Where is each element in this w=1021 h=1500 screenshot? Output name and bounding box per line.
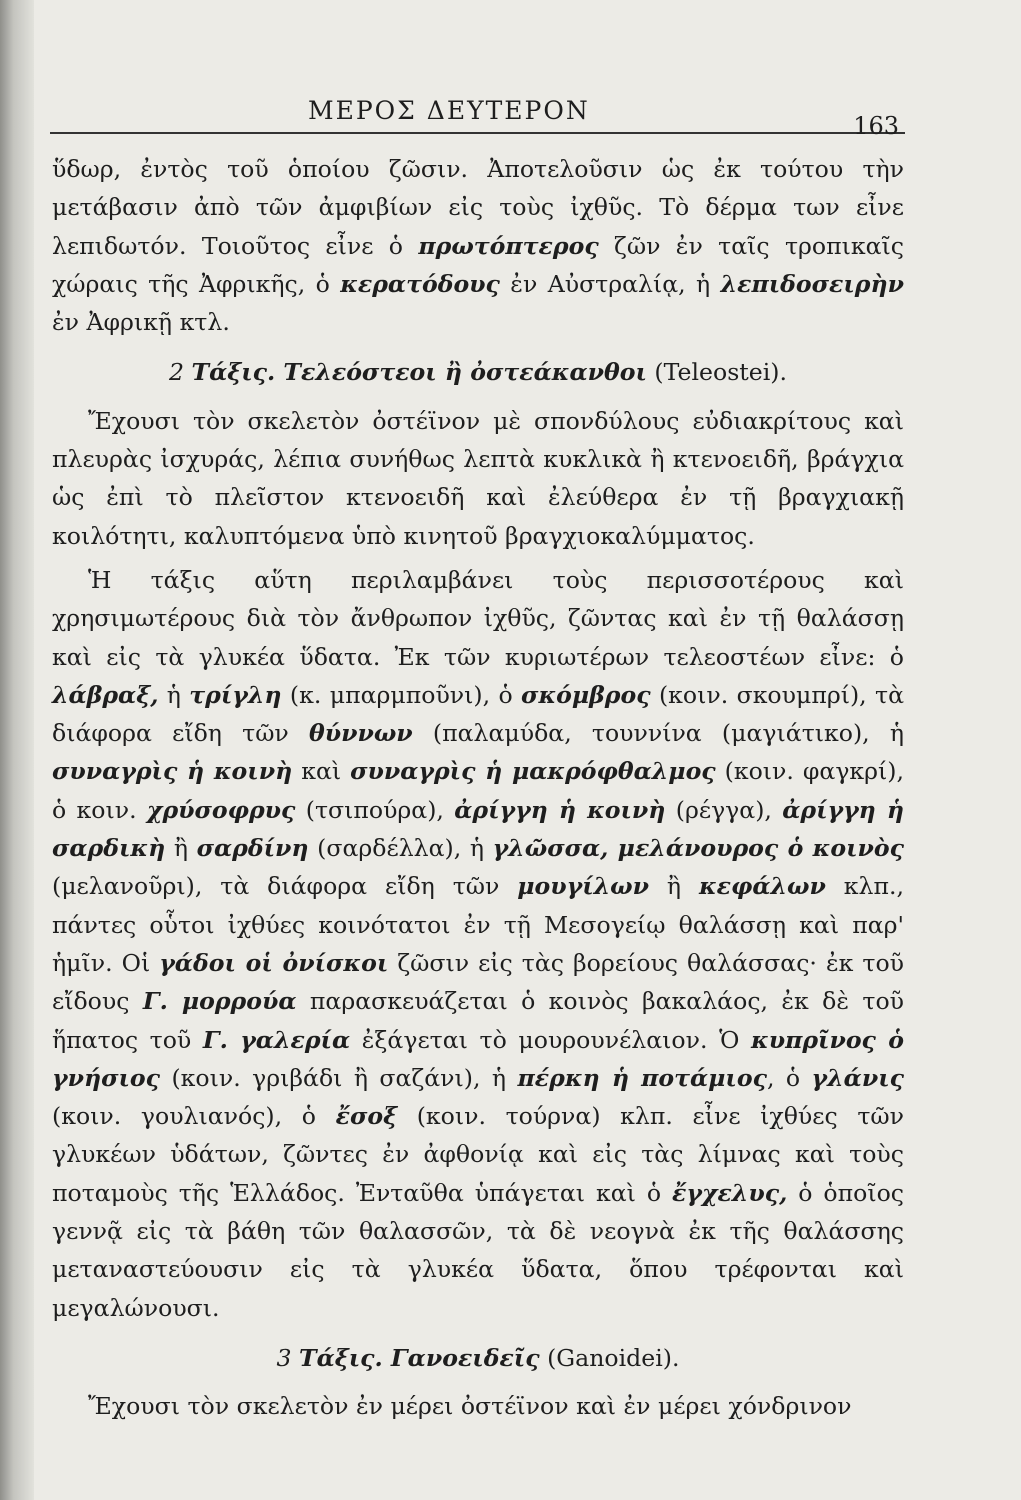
paragraph-ganoidei-description: Ἔχουσι τὸν σκελετὸν ἐν μέρει ὀστέϊνον καὶ ἐν μέρει χόνδρινον [88, 1392, 852, 1421]
text-run: κλπ., πάντες οὗτοι ἰχθύες κοινότατοι ἐν τῇ Μεσογείῳ θαλάσσῃ καὶ παρ' ἡμῖν. Οἱ [52, 872, 904, 977]
section-latin-name: (Ganoidei). [547, 1343, 680, 1372]
text-run: (κοιν. τούρνα) κλπ. εἶνε ἰχθύες τῶν γλυκέων ὑδάτων, ζῶντες ἐν ἀφθονίᾳ καὶ εἰς τὰς λίμνας καὶ τοὺς ποταμοὺς τῆς Ἑλλάδος. Ἐνταῦθα ὑπάγεται καὶ ὁ [52, 1102, 904, 1207]
text-run: καὶ [292, 757, 351, 786]
term: θύννων [308, 719, 413, 748]
text-run: (κοιν. σκουμπρί), τὰ διάφορα εἴδη τῶν [52, 680, 905, 748]
text-run: (κοιν. φαγκρί), ὁ κοιν. [52, 757, 904, 824]
term: πέρκη ἡ ποτάμιος [517, 1063, 767, 1092]
paragraph-lungfish [52, 150, 904, 341]
term: συναγρὶς ἡ κοινὴ [52, 757, 293, 786]
text-run: , ὁ [766, 1063, 812, 1092]
term-lepidosiren: λεπιδοσειρὴν [720, 269, 904, 298]
text-run: (κ. μπαρμποῦνι), ὁ [281, 680, 522, 709]
section-title: Τάξις. Τελεόστεοι ἢ ὀστεάκανθοι [191, 358, 647, 387]
text-run: ἢ [649, 872, 699, 901]
text-run: ζῶσιν εἰς τὰς βορείους θαλάσσας· ἐκ τοῦ εἴδους [52, 948, 904, 1016]
text-run: ὕδωρ, ἐντὸς τοῦ ὁποίου ζῶσιν. Ἀποτελοῦσιν ὡς ἐκ τούτου τὴν μετάβασιν ἀπὸ τῶν ἀμφιβίων εἰς τοὺς ἰχθῦς. Τὸ δέρμα των εἶνε λεπιδωτόν. Τοιοῦτος εἶνε ὁ [52, 155, 904, 260]
term-protopterus: πρωτόπτερος [418, 231, 599, 260]
section-heading-teleostei [52, 353, 904, 391]
text-run: ἡ [158, 680, 190, 709]
term: συναγρὶς ἡ μακρόφθαλμος [350, 757, 716, 786]
text-run: παρασκευάζεται ὁ κοινὸς βακαλάος, ἐκ δὲ τοῦ ἥπατος τοῦ [52, 987, 904, 1054]
paragraph-teleostei-examples [52, 561, 904, 1327]
term: γάδοι οἱ ὀνίσκοι [159, 948, 389, 977]
text-run: (κοιν. γριβάδι ἢ σαζάνι), ἡ [160, 1063, 518, 1092]
term: τρίγλη [189, 680, 282, 709]
text-run: (μελανοῦρι), τὰ διάφορα εἴδη τῶν [52, 872, 518, 901]
page-header [50, 92, 905, 140]
section-number: 3 [276, 1343, 292, 1372]
running-head: ΜΕΡΟΣ ΔΕΥΤΕΡΟΝ [308, 96, 590, 125]
section-title: Τάξις. Γανοειδεῖς [299, 1343, 540, 1372]
text-run: ἐξάγεται τὸ μουρουνέλαιον. Ὁ [350, 1025, 752, 1054]
term: σαρδίνη [196, 834, 309, 863]
page-number: 163 [853, 112, 899, 140]
term: κυπρῖνος ὁ γνήσιος [52, 1025, 905, 1092]
term: ἀρίγγη ἡ σαρδικὴ [52, 795, 905, 863]
text-run: (κοιν. γουλιανός), ὁ [52, 1102, 336, 1131]
text-run: ἐν Αὐστραλίᾳ, ἡ [499, 269, 721, 298]
text-run: ἢ [165, 834, 197, 863]
section-number: 2 [169, 358, 185, 387]
text-run: ἐν Ἀφρικῇ κτλ. [52, 308, 230, 337]
term: λάβραξ, [52, 680, 159, 709]
term: σκόμβρος [521, 680, 651, 709]
term: ἔγχελυς, [672, 1178, 788, 1207]
page-spine-shadow [0, 0, 34, 1500]
term: ἀρίγγη ἡ κοινὴ [454, 795, 666, 824]
term: γλάνις [811, 1063, 904, 1092]
term: κεφάλων [698, 872, 826, 901]
term-ceratodus: κερατόδους [340, 269, 500, 298]
term: χρύσοφρυς [146, 795, 296, 824]
term: Γ. μορρούα [142, 987, 297, 1016]
paragraph-teleostei-description: Ἔχουσι τὸν σκελετὸν ὀστέϊνον μὲ σπονδύλους εὐδιακρίτους καὶ πλευρὰς ἰσχυράς, λέπια συνήθως λεπτὰ κυκλικὰ ἢ κτενοειδῆ, βράγχια ὡς ἐπὶ τὸ πλεῖστον κτενοειδῆ καὶ ἐλεύθερα ἐν τῇ βραγχιακῇ κοιλότητι, καλυπτόμενα ὑπὸ κινητοῦ βραγχιοκαλύμματος. [52, 406, 904, 550]
text-run: (τσιπούρα), [295, 795, 455, 824]
page-body [52, 150, 904, 1426]
term: γλῶσσα, μελάνουρος ὁ κοινὸς [492, 834, 904, 863]
text-run: (σαρδέλλα), ἡ [308, 834, 493, 863]
term: ἔσοξ [335, 1102, 398, 1131]
text-run: ὁ ὁποῖος γεννᾷ εἰς τὰ βάθη τῶν θαλασσῶν, τὰ δὲ νεογνὰ ἐκ τῆς θαλάσσης μεταναστεύουσιν εἰς τὰ γλυκέα ὕδατα, ὅπου τρέφονται καὶ μεγαλώνουσι. [52, 1178, 904, 1322]
text-run: (παλαμύδα, τουννίνα (μαγιάτικο), ἡ [412, 719, 904, 748]
section-latin-name: (Teleostei). [654, 358, 787, 387]
section-heading-ganoidei [52, 1339, 904, 1377]
text-run: ζῶν ἐν ταῖς τροπικαῖς χώραις τῆς Ἀφρικῆς, ὁ [52, 231, 904, 298]
term: μουγίλων [517, 872, 649, 901]
text-run: Ἡ τάξις αὕτη περιλαμβάνει τοὺς περισσοτέρους καὶ χρησιμωτέρους διὰ τὸν ἄνθρωπον ἰχθῦς, ζῶντας καὶ ἐν τῇ θαλάσσῃ καὶ εἰς τὰ γλυκέα ὕδατα. Ἐκ τῶν κυριωτέρων τελεοστέων εἶνε: ὁ [52, 565, 904, 671]
text-run: (ρέγγα), [665, 795, 783, 824]
term: Γ. γαλερία [202, 1025, 351, 1054]
